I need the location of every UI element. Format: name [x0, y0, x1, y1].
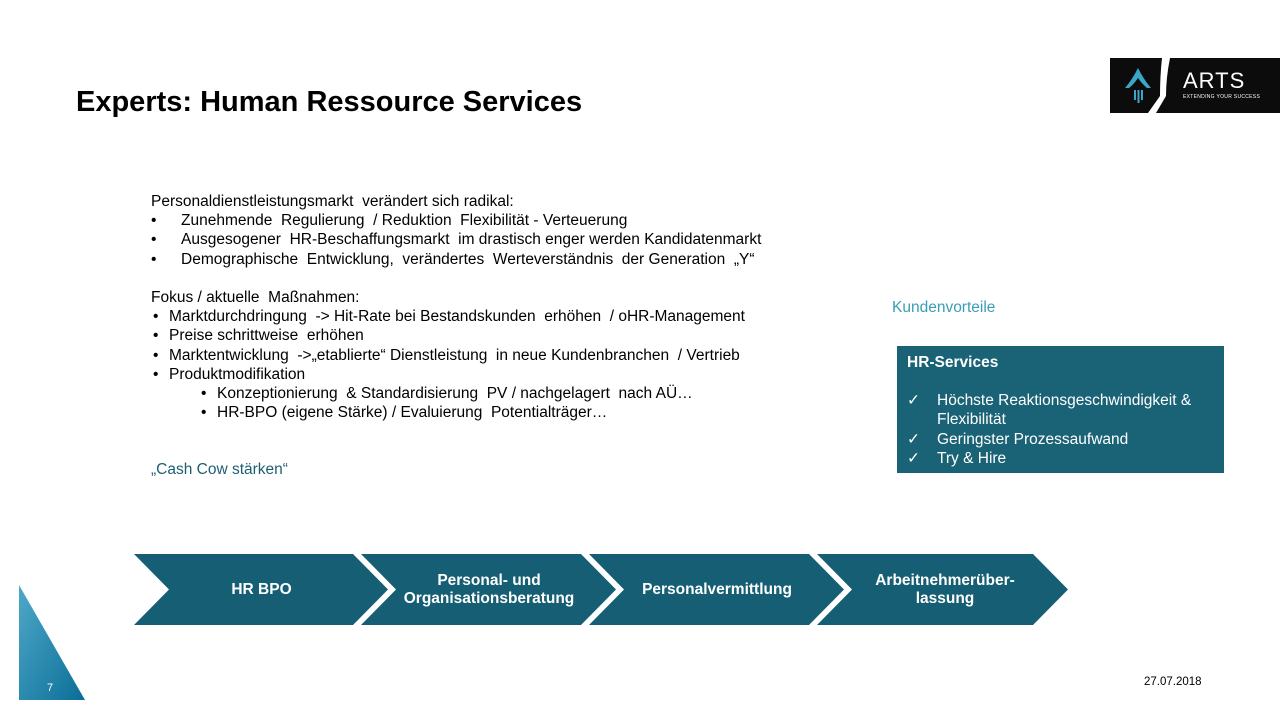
market-point: • Demographische Entwicklung, verändertes Werteverständnis der Generation „Y“	[151, 250, 761, 269]
chevron-label: Personal- und	[437, 571, 541, 589]
cash-cow-note: „Cash Cow stärken“	[151, 461, 288, 478]
market-point: • Zunehmende Regulierung / Reduktion Flexibilität - Verteuerung	[151, 211, 761, 230]
chevron-label: Personalvermittlung	[642, 580, 792, 598]
benefit-item-continuation: Flexibilität	[937, 411, 1006, 429]
focus-point: • Marktentwicklung ->„etablierte“ Dienstleistung in neue Kundenbranchen / Vertrieb	[151, 346, 761, 365]
sub-point: • HR-BPO (eigene Stärke) / Evaluierung Potentialträger…	[151, 403, 761, 422]
logo-tagline: EXTENDING YOUR SUCCESS	[1183, 94, 1261, 100]
focus-point: • Produktmodifikation	[151, 365, 761, 384]
chevron-beratung	[394, 554, 584, 625]
logo-name: ARTS	[1183, 68, 1246, 93]
chevron-arbeitnehmerueberlassung	[850, 554, 1040, 625]
focus-point: • Preise schrittweise erhöhen	[151, 326, 761, 345]
chevron-label-line2: Organisationsberatung	[403, 589, 575, 607]
hr-services-heading: HR-Services	[907, 354, 999, 371]
sub-point: • Konzeptionierung & Standardisierung PV / nachgelagert nach AÜ…	[151, 384, 761, 403]
page-number: 7	[47, 682, 54, 694]
slide-date: 27.07.2018	[1144, 676, 1202, 688]
slide-title: Experts: Human Ressource Services	[76, 86, 583, 118]
benefit-item: ✓ Höchste Reaktionsgeschwindigkeit &	[907, 391, 1214, 410]
chevron-label-line2: lassung	[915, 589, 975, 607]
focus-point: • Marktdurchdringung -> Hit-Rate bei Bestandskunden erhöhen / oHR-Management	[151, 307, 761, 326]
chevron-hr-bpo	[169, 554, 354, 625]
intro-text: Personaldienstleistungsmarkt verändert sich radikal:	[151, 193, 514, 210]
focus-heading: Fokus / aktuelle Maßnahmen:	[151, 289, 360, 306]
benefit-item: ✓ Try & Hire	[907, 449, 1214, 468]
market-point: • Ausgesogener HR-Beschaffungsmarkt im drastisch enger werden Kandidatenmarkt	[151, 230, 761, 249]
chevron-personalvermittlung	[622, 554, 812, 625]
chevron-label: HR BPO	[231, 580, 292, 598]
benefit-item: ✓ Geringster Prozessaufwand	[907, 430, 1214, 449]
chevron-label: Arbeitnehmerüber-	[875, 571, 1015, 589]
kundenvorteile-label: Kundenvorteile	[892, 299, 996, 316]
